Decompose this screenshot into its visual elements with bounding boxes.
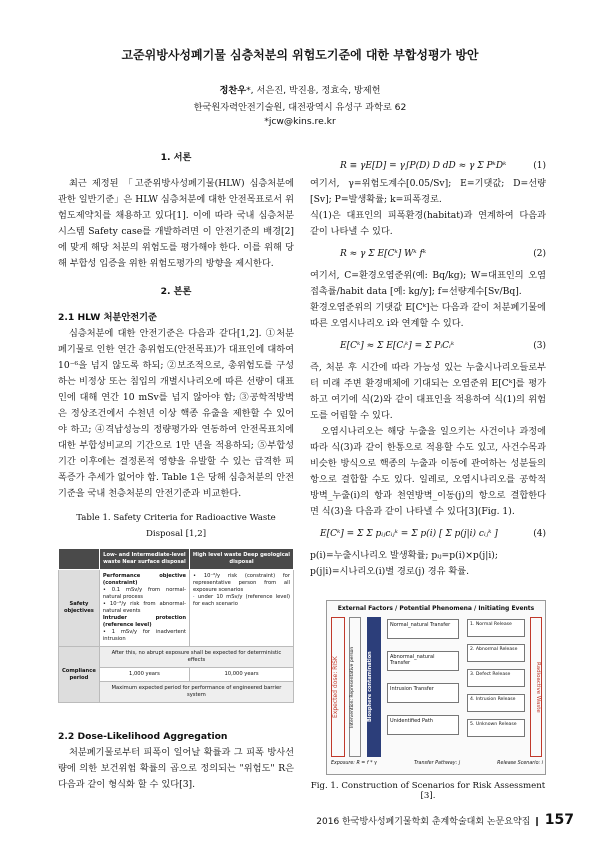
- section-intro-paragraph: 최근 제정된 「고준위방사성폐기물(HLW) 심층처분에 관한 일반기준」은 HLW 심층처분에 대한 안전목표로서 위험도제약치를 채용하고 있다[1]. 이에 따라 국내 심층처분시스템 Safety case를 개발하려면 이 안전기준의 배경[2]에 맞게 해당 처분의 위험도를 평가해야 한다. 이를 위해 당해 부합성 입증을 위한 위험도평가의 방향을 제시한다.: [58, 178, 294, 269]
- release-box: 1. Normal Release: [467, 619, 525, 637]
- cell-text: • 1 mSv/y for inadvertent intrusion: [102, 629, 187, 642]
- transfer-column: [387, 619, 459, 735]
- table-cell: Maximum expected period for performance of engineered barrier system: [99, 682, 293, 703]
- intervention-bar: [349, 617, 361, 757]
- risk-label: Expected dose: RISK: [332, 656, 339, 718]
- page-number: 157: [544, 812, 574, 828]
- equation-4: [310, 520, 546, 548]
- cell-text: • 0.1 mSv/y from normal-natural process: [102, 587, 187, 600]
- subsection-2-2-paragraph: 처분폐기물로부터 피폭이 일어날 확률과 그 피폭 방사선량에 의한 보건위험 확률의 곱으로 정의되는 "위험도" R은 다음과 같이 형식화 할 수 있다[3].: [58, 747, 294, 790]
- release-box: 5. Unknown Release: [467, 719, 525, 737]
- equation-number: (3): [533, 341, 546, 351]
- equation-text: E[Cᵏ] ≈ Σ E[Cᵢᵏ] = Σ PᵢCᵢᵏ: [340, 341, 455, 351]
- figure-caption: Fig. 1. Construction of Scenarios for Risk Assessment [3].: [310, 781, 546, 801]
- figure-1: [310, 600, 546, 801]
- paragraph: 환경오염준위의 기댓값 E[Cᵏ]는 다음과 같이 처분폐기물에 따른 오염시나리오 i와 연계할 수 있다.: [310, 302, 546, 329]
- transfer-box: Abnormal_natural Transfer: [387, 651, 459, 671]
- equation-2: [310, 240, 546, 268]
- affiliation: 한국원자력안전기술원, 대전광역시 유성구 과학로 62: [193, 102, 407, 113]
- release-box: 2. Abnormal Release: [467, 644, 525, 662]
- table-row: [59, 570, 294, 647]
- cell-text: • 10⁻⁶/y risk from abnormal-natural events: [102, 601, 187, 614]
- release-box: 3. Defect Release: [467, 669, 525, 687]
- cell-text: Intruder protection (reference level): [102, 615, 187, 628]
- diagram-top-label: External Factors / Potential Phenomena / Initiating Events: [337, 605, 535, 612]
- paragraph: p(i)=누출시나리오 발생확률; pᵢⱼ=p(i)×p(j|i);: [310, 550, 498, 561]
- section-body-title: 2. 본론: [160, 286, 192, 297]
- equation-number: (1): [533, 161, 546, 171]
- radioactive-waste-bar: [530, 617, 542, 757]
- transfer-box: Intrusion Transfer: [387, 683, 459, 703]
- transfer-box: Unidentified Path: [387, 715, 459, 735]
- biosphere-bar: [367, 617, 381, 757]
- table-header-cell: High level waste Deep geological disposal: [190, 549, 294, 570]
- row-label: Safety objectives: [59, 570, 100, 647]
- equation-number: (2): [533, 249, 546, 259]
- safety-criteria-table: [58, 548, 294, 703]
- table-header-cell: Low- and Intermediate-level waste Near surface disposal: [99, 549, 189, 570]
- transfer-pathway-label: Transfer Pathway: j: [413, 761, 461, 766]
- email: *jcw@kins.re.kr: [264, 116, 336, 127]
- row-label: Compliance period: [59, 647, 100, 703]
- subsection-2-2-title: 2.2 Dose-Likelihood Aggregation: [58, 731, 228, 742]
- table-cell: 1,000 years: [99, 668, 189, 682]
- first-author: 정찬우: [219, 85, 247, 96]
- paragraph: 즉, 처분 후 시간에 따라 가능성 있는 누출시나리오들로부터 미래 주변 환경매체에 기대되는 오염준위 E[Cᵏ]를 평가하고 여기에 식(2)와 같이 대표인을 적용하여 식(1)의 위험도를 어림할 수 있다.: [310, 362, 546, 421]
- release-scenario-label: Release Scenario: i: [497, 761, 543, 766]
- table-cell: 10,000 years: [190, 668, 294, 682]
- authors: [0, 82, 600, 96]
- exposure-label: Exposure: R = f * γ: [331, 761, 377, 766]
- other-authors: *, 서은진, 박진용, 정효숙, 방제헌: [246, 85, 381, 96]
- risk-bar: [331, 617, 345, 757]
- page-footer: 2016 한국방사성폐기물학회 춘계학술대회 논문요약집 ❙ 157: [316, 812, 574, 828]
- table-caption: Table 1. Safety Criteria for Radioactive Waste Disposal [1,2]: [76, 513, 276, 539]
- scenario-diagram: [326, 600, 546, 775]
- footer-text: 2016 한국방사성폐기물학회 춘계학술대회 논문요약집: [316, 817, 531, 827]
- subsection-2-1-paragraph: 심층처분에 대한 안전기준은 다음과 같다[1,2]. ①처분폐기물로 인한 연간 총위험도(안전목표)가 대표인에 대하여 10⁻⁶을 넘지 않도록 하되; ②보조적으로, 총위험도를 구성하는 비정상 또는 침입의 개별시나리오에 따른 선량이 대표인에 대해 연간 10 mSv를 넘지 않아야 함; ③공학적방벽은 정상조건에서 수천년 이상 핵종 유출을 제한할 수 있어야 하고; ④격납성능의 정량평가와 연동하여 안전목표치에 대한 부합성비교의 기간으로 1만 년을 적용하되; ⑤부합성기간 이후에는 결정론적 영향을 유발할 수 있는 급격한 피폭증가 추세가 없어야 함. Table 1은 당해 심층처분의 안전기준을 국내 천층처분의 안전기준과 비교한다.: [58, 328, 294, 499]
- equation-number: (4): [533, 529, 546, 539]
- table-header-row: [59, 549, 294, 570]
- paragraph: 여기서, C=환경오염준위(예: Bq/kg); W=대표인의 오염접촉률/habit data [예: kg/y]; f=선량계수[Sv/Bq].: [310, 270, 546, 297]
- cell-text: • 10⁻⁶/y risk (constraint) for representative person from all exposure scenarios: [193, 573, 290, 593]
- release-box: 4. Intrusion Release: [467, 694, 525, 712]
- paragraph: p(j|i)=시나리오(i)별 경로(j) 경유 확률.: [310, 566, 470, 577]
- page-title: 고준위방사성폐기물 심층처분의 위험도기준에 대한 부합성평가 방안: [121, 48, 479, 62]
- table-header-cell: [59, 549, 100, 570]
- equation-text: R ≈ γ Σ E[Cᵏ] Wᵏ fᵏ: [340, 249, 427, 259]
- cell-text: Performance objective (constraint): [102, 573, 187, 586]
- paragraph: 식(1)은 대표인의 피폭환경(habitat)과 연계하여 다음과 같이 나타낼 수 있다.: [310, 210, 546, 237]
- left-column: [58, 150, 294, 793]
- section-intro-title: 1. 서론: [160, 152, 192, 163]
- table-cell: [190, 570, 294, 647]
- equation-3: [310, 332, 546, 360]
- release-column: [467, 619, 525, 737]
- cell-text: · under 10 mSv/y (reference level) for each scenario: [193, 594, 290, 607]
- table-row: [59, 647, 294, 668]
- transfer-box: Normal_natural Transfer: [387, 619, 459, 639]
- diagram-bottom-labels: [331, 761, 543, 766]
- paragraph: 오염시나리오는 해당 누출을 일으키는 사건이나 과정에 따라 식(3)과 같이 한통으로 적용할 수도 있고, 사건수목과 비슷한 방식으로 핵종의 누출과 이동에 관여하는 성분들의 항으로 결합할 수도 있다. 일례로, 오염시나리오를 공학적방벽_누출(i)의 항과 천연방벽_이동(j)의 항으로 결합한다면 식(3)을 다음과 같이 나타낼 수 있다[3](Fig. 1).: [310, 426, 546, 517]
- biosphere-label: Biosphere contamination: [367, 651, 373, 723]
- intervention-label: Intervention: Representative person: [350, 646, 355, 728]
- table-cell: [99, 570, 189, 647]
- radioactive-waste-label: Radioactive Waste: [535, 661, 541, 713]
- equation-text: E[Cᵏ] = Σ Σ pᵢⱼcᵢⱼᵏ = Σ p(i) [ Σ p(j|i) cᵢⱼᵏ ]: [320, 529, 498, 539]
- subsection-2-1-title: 2.1 HLW 처분안전기준: [58, 312, 157, 323]
- equation-1: [310, 156, 546, 176]
- table-cell: After this, no abrupt exposure shall be expected for deterministic effects: [99, 647, 293, 668]
- paragraph: 여기서, γ=위험도계수[0.05/Sv]; E=기댓값; D=선량 [Sv]; P=발생확률; k=피폭경로.: [310, 178, 546, 205]
- equation-text: R ≡ γE[D] = γ∫P(D) D dD ≈ γ Σ PᵏDᵏ: [340, 161, 507, 171]
- right-column: [310, 156, 546, 580]
